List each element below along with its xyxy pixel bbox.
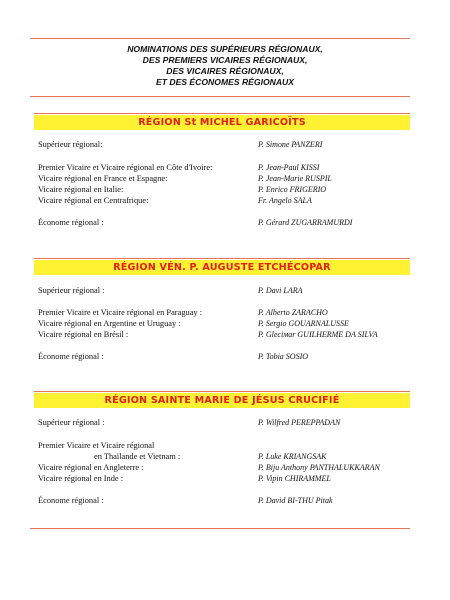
role-label: Vicaire régional en Angleterre : bbox=[38, 463, 144, 472]
role-label: Vicaire régional en Argentine et Uruguay : bbox=[38, 319, 181, 328]
region-top-rule bbox=[34, 258, 410, 259]
role-label: Économe régional : bbox=[38, 218, 104, 227]
role-label: Vicaire régional en France et Espagne: bbox=[38, 174, 168, 183]
region-banner: RÉGION St MICHEL GARICOÏTS bbox=[34, 115, 410, 130]
person-name: P. Wilfred PEREPPADAN bbox=[258, 418, 341, 427]
person-name: Fr. Angelo SALA bbox=[258, 196, 312, 205]
top-rule bbox=[30, 38, 410, 39]
person-name: P. David BI-THU Pitak bbox=[258, 496, 333, 505]
role-label: Économe régional : bbox=[38, 352, 104, 361]
title-line: DES PREMIERS VICAIRES RÉGIONAUX, bbox=[142, 55, 308, 65]
person-name: P. Simone PANZERI bbox=[258, 140, 323, 149]
title-line: NOMINATIONS DES SUPÉRIEURS RÉGIONAUX, bbox=[127, 44, 323, 54]
document-title bbox=[0, 44, 450, 88]
person-name: P. Jean-Paul KISSI bbox=[258, 163, 320, 172]
role-label: Supérieur régional : bbox=[38, 286, 105, 295]
person-name: P. Enrico FRIGERIO bbox=[258, 185, 327, 194]
person-name: P. Tobia SOSIO bbox=[258, 352, 309, 361]
person-name: P. Alberto ZARACHO bbox=[258, 308, 328, 317]
title-line: DES VICAIRES RÉGIONAUX, bbox=[166, 66, 284, 76]
role-label: Vicaire régional en Italie: bbox=[38, 185, 124, 194]
title-bottom-rule bbox=[30, 96, 410, 97]
bottom-rule bbox=[30, 528, 410, 529]
person-name: P. Luke KRIANGSAK bbox=[258, 452, 327, 461]
role-label: Premier Vicaire et Vicaire régional bbox=[38, 441, 155, 450]
role-label: Supérieur régional : bbox=[38, 418, 105, 427]
person-name: P. Vipin CHIRAMMEL bbox=[258, 474, 331, 483]
role-label: Vicaire régional en Centrafrique: bbox=[38, 196, 149, 205]
person-name: P. Gérard ZUGARRAMURDI bbox=[258, 218, 353, 227]
role-label: Économe régional : bbox=[38, 496, 104, 505]
person-name: P. Jean-Marie RUSPIL bbox=[258, 174, 332, 183]
region-top-rule bbox=[34, 391, 410, 392]
role-label: Supérieur régional: bbox=[38, 140, 103, 149]
person-name: P. Sergio GOUARNALUSSE bbox=[258, 319, 349, 328]
role-label: en Thaïlande et Vietnam : bbox=[94, 452, 181, 461]
region-top-rule bbox=[34, 113, 410, 114]
person-name: P. Davi LARA bbox=[258, 286, 303, 295]
role-label: Vicaire régional en Inde : bbox=[38, 474, 124, 483]
person-name: P. Gleciмar GUILHERME DA SILVA bbox=[258, 330, 378, 339]
region-banner: RÉGION VÉN. P. AUGUSTE ETCHÉCOPAR bbox=[34, 260, 410, 275]
role-label: Premier Vicaire et Vicaire régional en Côte d'Ivoire: bbox=[38, 163, 213, 172]
role-label: Vicaire régional en Brésil : bbox=[38, 330, 129, 339]
region-banner: RÉGION SAINTE MARIE DE JÉSUS CRUCIFIÉ bbox=[34, 393, 410, 408]
role-label: Premier Vicaire et Vicaire régional en Paraguay : bbox=[38, 308, 203, 317]
person-name: P. Biju Anthony PANTHALUKKARAN bbox=[258, 463, 380, 472]
title-line: ET DES ÉCONOMES RÉGIONAUX bbox=[156, 77, 294, 87]
